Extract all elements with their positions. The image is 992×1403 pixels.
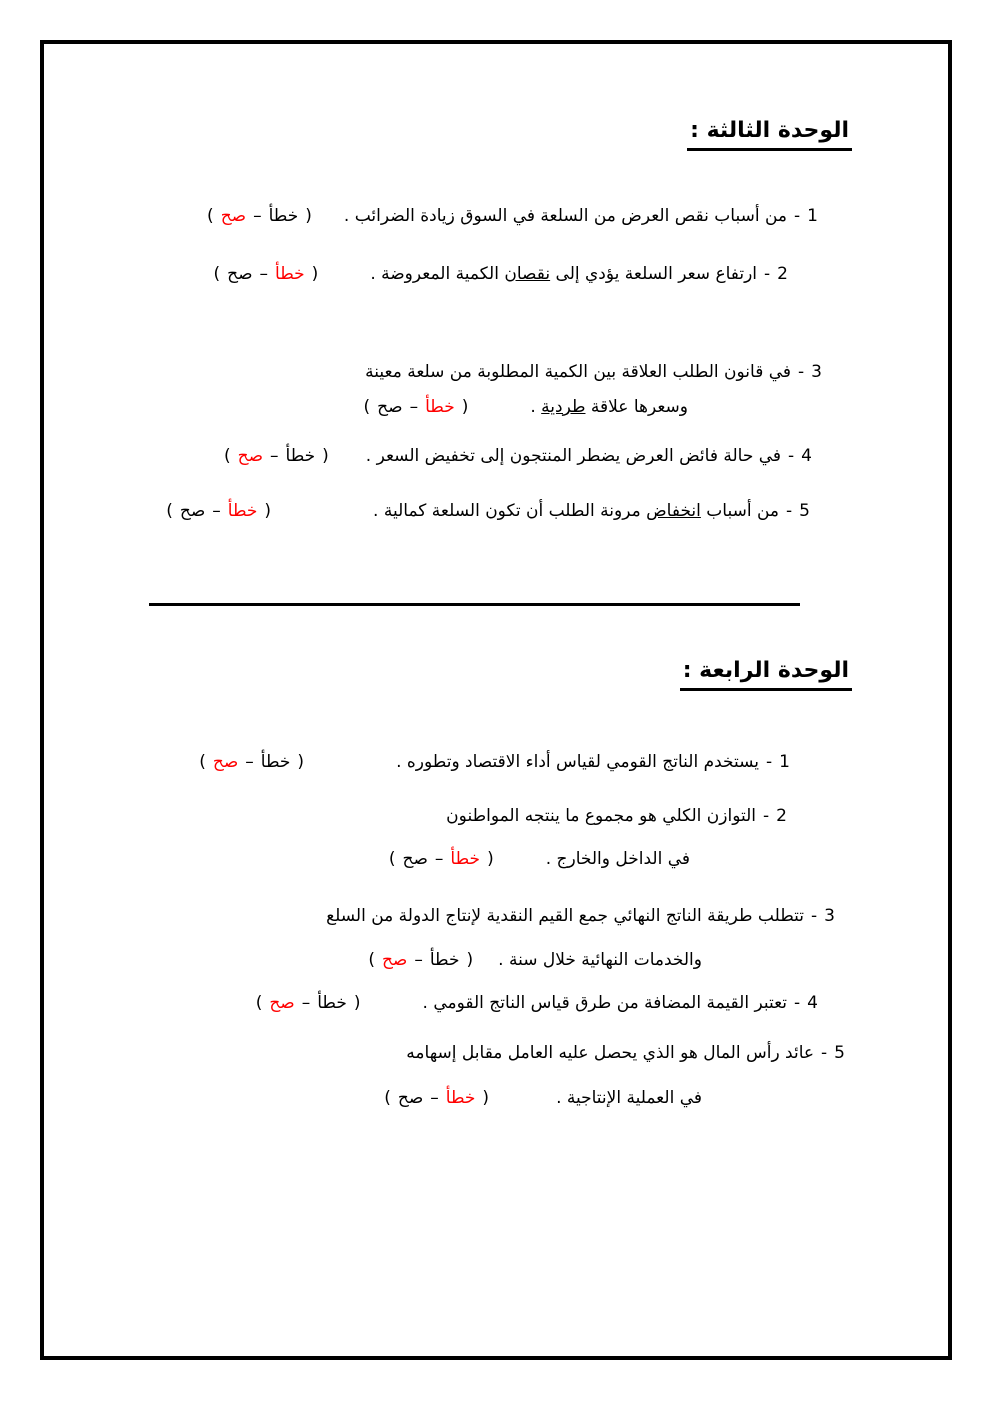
question-number: 1 [779, 752, 790, 772]
options-dash: – [253, 206, 262, 226]
option-sah: صح [269, 993, 295, 1013]
unit4-question-1-line-1 [199, 752, 790, 772]
option-khata: خطأ [268, 206, 299, 226]
options-dash: – [212, 501, 221, 521]
paren-close-icon: ) [311, 264, 319, 284]
question-text: تتطلب طريقة الناتج النهائي جمع القيم النقدية لإنتاج الدولة من السلع [326, 906, 805, 926]
question-number: 4 [801, 446, 812, 466]
answer-options [213, 264, 318, 284]
answer-options [224, 446, 329, 466]
paren-open-icon: ( [255, 993, 263, 1013]
answer-options [364, 397, 469, 417]
question-number: 5 [799, 501, 810, 521]
paren-close-icon: ) [264, 501, 272, 521]
options-dash: – [270, 446, 279, 466]
option-khata: خطأ [317, 993, 347, 1013]
paren-close-icon: ) [482, 1088, 490, 1108]
question-number-separator: - [794, 993, 801, 1013]
question-number-separator: - [811, 906, 818, 926]
option-sah: صح [377, 397, 403, 417]
unit4-question-3-line-1 [326, 906, 835, 926]
paren-open-icon: ( [213, 264, 221, 284]
unit3-question-5-line-1 [166, 501, 810, 521]
option-sah: صح [402, 849, 428, 869]
question-number: 1 [807, 206, 818, 226]
option-sah: صح [381, 950, 408, 970]
paren-open-icon: ( [388, 849, 396, 869]
question-number-separator: - [766, 752, 773, 772]
question-text: التوازن الكلي هو مجموع ما ينتجه المواطنون [446, 806, 757, 826]
question-number-separator: - [794, 206, 801, 226]
unit3-question-4-line-1 [224, 446, 812, 466]
answer-options [199, 752, 304, 772]
question-text: في حالة فائض العرض يضطر المنتجون إلى تخفيض السعر . [365, 446, 782, 466]
option-sah: صح [212, 752, 239, 772]
options-dash: – [414, 950, 423, 970]
section-divider [149, 603, 800, 606]
unit4-title: الوحدة الرابعة : [680, 658, 852, 691]
paren-close-icon: ) [466, 950, 474, 970]
unit4-question-3-line-2 [368, 950, 702, 970]
question-number: 3 [811, 362, 822, 382]
question-number-separator: - [786, 501, 793, 521]
question-text: وسعرها علاقة طردية . [530, 397, 688, 417]
question-text: عائد رأس المال هو الذي يحصل عليه العامل مقابل إسهامه [406, 1043, 815, 1063]
question-text: تعتبر القيمة المضافة من طرق قياس الناتج القومي . [422, 993, 788, 1013]
option-sah: صح [237, 446, 264, 466]
question-number: 5 [834, 1043, 845, 1063]
unit3-question-2-line-1 [213, 264, 788, 284]
question-text: من أسباب انخفاض مرونة الطلب أن تكون السلعة كمالية . [373, 501, 780, 521]
option-khata: خطأ [445, 1088, 476, 1108]
paren-close-icon: ) [487, 849, 494, 869]
unit4-question-5-line-2 [384, 1088, 702, 1108]
unit4-question-2-line-2 [389, 849, 690, 869]
question-number-separator: - [764, 264, 771, 284]
question-text: ارتفاع سعر السلعة يؤدي إلى نقصان الكمية المعروضة . [370, 264, 758, 284]
options-dash: – [409, 397, 419, 417]
question-number: 4 [807, 993, 818, 1013]
answer-options [166, 501, 271, 521]
options-dash: – [434, 849, 444, 869]
question-text: في العملية الإنتاجية . [556, 1088, 702, 1108]
options-dash: – [430, 1088, 439, 1108]
unit3-title: الوحدة الثالثة : [687, 118, 852, 151]
option-sah: صح [397, 1088, 424, 1108]
paren-open-icon: ( [368, 950, 375, 970]
unit3-question-3-line-2 [364, 397, 689, 417]
option-khata: خطأ [285, 446, 316, 466]
paren-close-icon: ) [305, 206, 312, 226]
question-text: يستخدم الناتج القومي لقياس أداء الاقتصاد وتطوره . [396, 752, 760, 772]
paren-close-icon: ) [322, 446, 329, 466]
question-text: والخدمات النهائية خلال سنة . [498, 950, 702, 970]
question-text: في قانون الطلب العلاقة بين الكمية المطلوبة من سلعة معينة [365, 362, 792, 382]
unit3-question-3-line-1 [365, 362, 822, 382]
question-number-separator: - [788, 446, 795, 466]
unit4-question-4-line-1 [256, 993, 818, 1013]
option-khata: خطأ [429, 950, 460, 970]
option-khata: خطأ [260, 752, 291, 772]
unit4-question-5-line-1 [406, 1043, 845, 1063]
option-sah: صح [220, 206, 247, 226]
question-text: من أسباب نقص العرض من السلعة في السوق زيادة الضرائب . [343, 206, 788, 226]
answer-options [256, 993, 361, 1013]
paren-open-icon: ( [199, 752, 206, 772]
question-number: 2 [776, 806, 787, 826]
paren-open-icon: ( [363, 397, 371, 417]
question-number: 3 [824, 906, 835, 926]
question-number-separator: - [763, 806, 770, 826]
paren-open-icon: ( [223, 446, 231, 466]
answer-options [389, 849, 494, 869]
option-sah: صح [179, 501, 206, 521]
unit4-question-2-line-1 [446, 806, 787, 826]
option-khata: خطأ [227, 501, 258, 521]
option-khata: خطأ [275, 264, 305, 284]
question-number-separator: - [821, 1043, 828, 1063]
paren-open-icon: ( [384, 1088, 391, 1108]
options-dash: – [259, 264, 269, 284]
option-khata: خطأ [425, 397, 455, 417]
question-number-separator: - [798, 362, 805, 382]
unit3-question-1-line-1 [207, 206, 818, 226]
paren-close-icon: ) [461, 397, 469, 417]
question-text: في الداخل والخارج . [545, 849, 690, 869]
options-dash: – [301, 993, 311, 1013]
answer-options [368, 950, 473, 970]
option-sah: صح [227, 264, 253, 284]
question-number: 2 [777, 264, 788, 284]
paren-open-icon: ( [207, 206, 214, 226]
answer-options [207, 206, 312, 226]
option-khata: خطأ [450, 849, 481, 869]
options-dash: – [245, 752, 254, 772]
paren-close-icon: ) [353, 993, 361, 1013]
paren-close-icon: ) [297, 752, 305, 772]
paren-open-icon: ( [166, 501, 173, 521]
page-border-frame [40, 40, 952, 1360]
answer-options [384, 1088, 489, 1108]
